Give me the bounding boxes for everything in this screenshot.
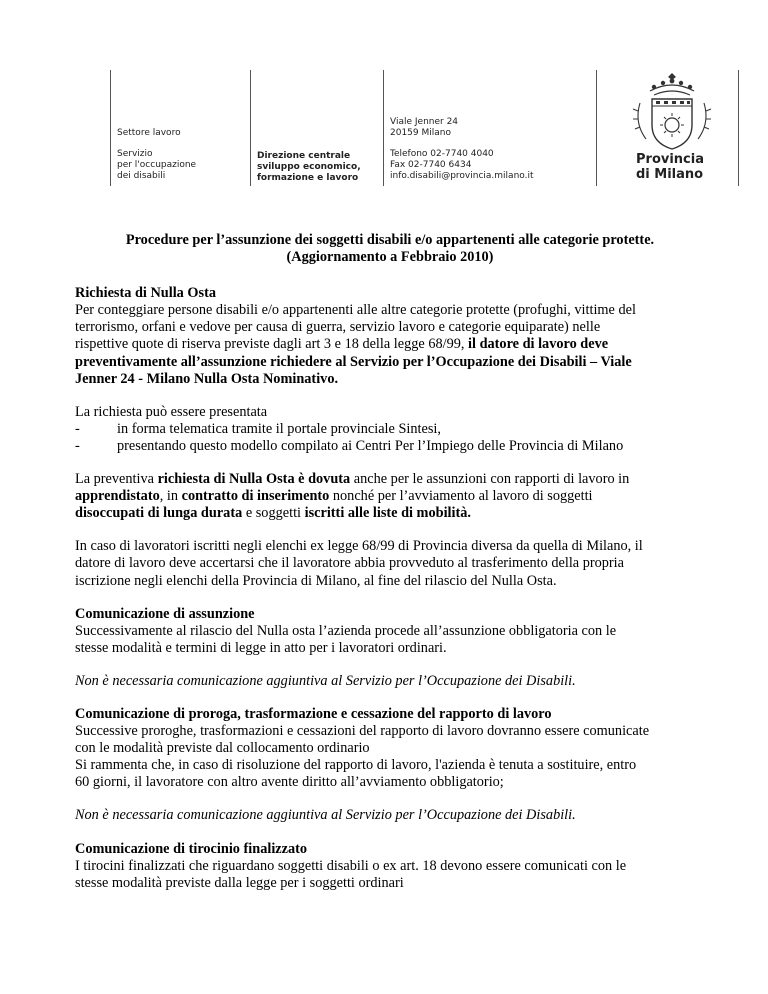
paragraph-line: terrorismo, orfani e vedove per causa di guerra, servizio lavoro e categorie equiparate) nelle bbox=[75, 319, 601, 336]
service-line: per l'occupazione bbox=[117, 160, 197, 170]
paragraph-line: In caso di lavoratori iscritti negli elenchi ex legge 68/99 di Provincia diversa da quella di Milano, il bbox=[75, 538, 643, 555]
paragraph-line bbox=[75, 336, 705, 353]
direction-line: sviluppo economico, bbox=[257, 162, 361, 172]
direction-block bbox=[257, 151, 361, 184]
paragraph-line: stesse modalità previste dalla legge per i soggetti ordinari bbox=[75, 874, 404, 891]
header-divider bbox=[738, 70, 739, 186]
section-nulla-osta bbox=[75, 285, 705, 388]
logo-line: Provincia bbox=[636, 152, 704, 167]
address-line: 20159 Milano bbox=[390, 128, 451, 138]
text-run: anche per le assunzioni con rapporti di lavoro in bbox=[350, 471, 630, 488]
service-line: dei disabili bbox=[117, 171, 166, 181]
contact-block bbox=[390, 117, 534, 182]
text-run: rispettive quote di riserva previste dagli art 3 e 18 della legge 68/99, bbox=[75, 336, 469, 353]
section-other-province bbox=[75, 538, 705, 589]
service-line: Servizio bbox=[117, 149, 153, 159]
emphasis-run: iscritti alle liste di mobilità. bbox=[304, 505, 471, 522]
direction-line: formazione e lavoro bbox=[257, 173, 359, 183]
section-required-cases bbox=[75, 471, 705, 522]
paragraph-line bbox=[75, 488, 705, 505]
document-title bbox=[75, 232, 705, 266]
section-extension-notice bbox=[75, 706, 705, 791]
emphasis-run: il datore di lavoro deve bbox=[468, 336, 609, 353]
document-body bbox=[75, 232, 705, 908]
header-divider bbox=[596, 70, 597, 186]
header-divider bbox=[110, 70, 111, 186]
text-run: La preventiva bbox=[75, 471, 158, 488]
text-run: e soggetti bbox=[242, 505, 305, 522]
title-line: Procedure per l’assunzione dei soggetti disabili e/o appartenenti alle categorie protette. bbox=[125, 232, 655, 248]
paragraph-line: La richiesta può essere presentata bbox=[75, 403, 268, 420]
emphasis-run: contratto di inserimento bbox=[181, 488, 330, 505]
department-block bbox=[117, 128, 196, 182]
emphasis-run: apprendistato bbox=[75, 488, 160, 505]
list-item-text: in forma telematica tramite il portale provinciale Sintesi, bbox=[117, 420, 441, 437]
paragraph-line bbox=[75, 505, 705, 522]
fax-line: Fax 02-7740 6434 bbox=[390, 160, 472, 170]
list-item-text: presentando questo modello compilato ai Centri Per l’Impiego delle Provincia di Milano bbox=[117, 437, 624, 454]
text-run: nonché per l’avviamento al lavoro di soggetti bbox=[329, 488, 593, 505]
emphasis-run: richiesta di Nulla Osta è dovuta bbox=[157, 471, 351, 488]
header-divider bbox=[383, 70, 384, 186]
paragraph-line bbox=[75, 471, 705, 488]
section-heading: Richiesta di Nulla Osta bbox=[75, 285, 216, 302]
paragraph-line: Successivamente al rilascio del Nulla osta l’azienda procede all’assunzione obbligatoria con le bbox=[75, 622, 617, 639]
department-name: Settore lavoro bbox=[117, 128, 181, 138]
paragraph-line: datore di lavoro deve accertarsi che il lavoratore abbia provveduto al trasferimento della propria bbox=[75, 555, 624, 572]
paragraph-line: Jenner 24 - Milano Nulla Osta Nominativo. bbox=[75, 370, 339, 387]
address-line: Viale Jenner 24 bbox=[390, 117, 459, 127]
logo-line: di Milano bbox=[636, 167, 704, 182]
title-line: (Aggiornamento a Febbraio 2010) bbox=[286, 249, 494, 266]
list-item: - in forma telematica tramite il portale provinciale Sintesi, bbox=[75, 420, 441, 437]
paragraph-line: preventivamente all’assunzione richiedere al Servizio per l’Occupazione dei Disabili – Viale bbox=[75, 353, 632, 370]
italic-note: Non è necessaria comunicazione aggiuntiva al Servizio per l’Occupazione dei Disabili. bbox=[75, 672, 576, 689]
list-item: - presentando questo modello compilato ai Centri Per l’Impiego delle Provincia di Milano bbox=[75, 437, 624, 454]
direction-line: Direzione centrale bbox=[257, 151, 351, 161]
paragraph-line: iscrizione negli elenchi della Provincia di Milano, al fine del rilascio del Nulla Osta. bbox=[75, 572, 557, 589]
section-heading: Comunicazione di assunzione bbox=[75, 605, 255, 622]
header-divider bbox=[250, 70, 251, 186]
paragraph-line: stesse modalità e termini di legge in atto per i lavoratori ordinari. bbox=[75, 639, 447, 656]
text-run: , in bbox=[159, 488, 182, 505]
email-line: info.disabili@provincia.milano.it bbox=[390, 171, 534, 181]
paragraph-line: con le modalità previste dal collocamento ordinario bbox=[75, 740, 370, 757]
section-hiring-notice bbox=[75, 606, 705, 657]
section-heading: Comunicazione di proroga, trasformazione e cessazione del rapporto di lavoro bbox=[75, 705, 552, 722]
letterhead bbox=[0, 70, 768, 188]
paragraph-line: Successive proroghe, trasformazioni e cessazioni del rapporto di lavoro dovranno essere comunicate bbox=[75, 723, 650, 740]
emphasis-run: disoccupati di lunga durata bbox=[75, 505, 243, 522]
paragraph-line: 60 giorni, il lavoratore con altro avente diritto all’avviamento obbligatorio; bbox=[75, 774, 504, 791]
section-submission bbox=[75, 404, 705, 455]
paragraph-line: I tirocini finalizzati che riguardano soggetti disabili o ex art. 18 devono essere comunicati con le bbox=[75, 857, 627, 874]
paragraph-line: Si rammenta che, in caso di risoluzione del rapporto di lavoro, l'azienda è tenuta a sostituire, entro bbox=[75, 757, 637, 774]
phone-line: Telefono 02-7740 4040 bbox=[390, 149, 494, 159]
italic-note: Non è necessaria comunicazione aggiuntiva al Servizio per l’Occupazione dei Disabili. bbox=[75, 807, 576, 824]
section-heading: Comunicazione di tirocinio finalizzato bbox=[75, 840, 308, 857]
logo-text bbox=[636, 152, 704, 182]
section-internship-notice bbox=[75, 841, 705, 892]
paragraph-line: Per conteggiare persone disabili e/o appartenenti alle altre categorie protette (profughi, vittime del bbox=[75, 302, 636, 319]
